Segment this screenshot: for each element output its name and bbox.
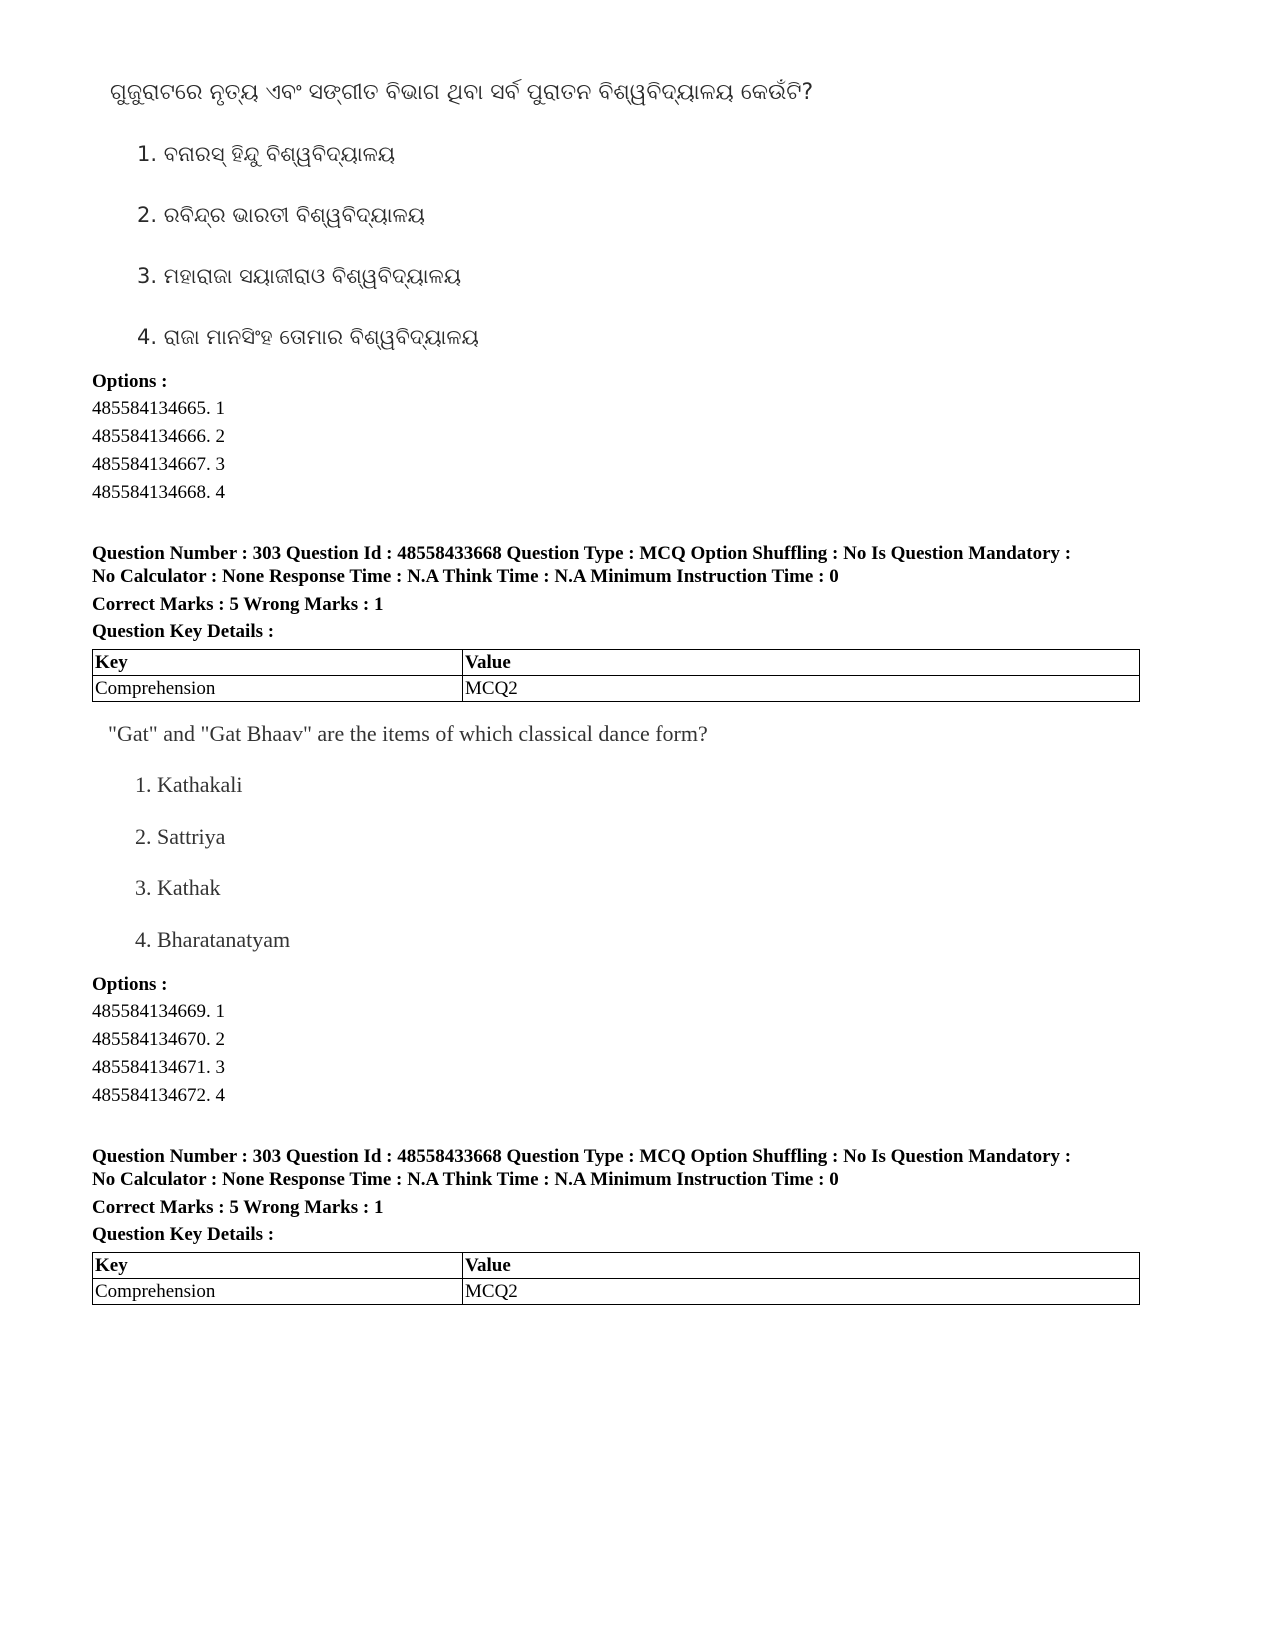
- options-label: Options :: [92, 974, 168, 995]
- table-cell-key: Comprehension: [93, 676, 463, 702]
- key-details-label: Question Key Details :: [92, 1224, 275, 1245]
- option-item: 485584134666. 2: [92, 426, 225, 447]
- option-item: 485584134670. 2: [92, 1029, 225, 1050]
- marks-line: Correct Marks : 5 Wrong Marks : 1: [92, 594, 384, 615]
- question-choice: 1. Kathakali: [135, 772, 243, 797]
- table-header-key: Key: [93, 650, 463, 676]
- table-cell-value: MCQ2: [463, 676, 1140, 702]
- table-row: [93, 676, 1140, 702]
- table-cell-key: Comprehension: [93, 1279, 463, 1305]
- question-choice: 2. Sattriya: [135, 824, 226, 849]
- question-text: "Gat" and "Gat Bhaav" are the items of which classical dance form?: [108, 721, 708, 746]
- key-value-table: [92, 1252, 1140, 1305]
- key-details-label: Question Key Details :: [92, 621, 275, 642]
- question-meta-line: Question Number : 303 Question Id : 48558433668 Question Type : MCQ Option Shuffling : No Is Question Mandatory :: [92, 1146, 1072, 1167]
- question-meta-line: No Calculator : None Response Time : N.A Think Time : N.A Minimum Instruction Time : 0: [92, 1169, 839, 1190]
- question-choice: 3. Kathak: [135, 875, 221, 900]
- table-header-key: Key: [93, 1253, 463, 1279]
- question-meta-line: Question Number : 303 Question Id : 48558433668 Question Type : MCQ Option Shuffling : No Is Question Mandatory :: [92, 543, 1072, 564]
- question-choice: 2. ରବିନ୍ଦ୍ର ଭାରତୀ ବିଶ୍ୱବିଦ୍ୟାଳୟ: [137, 203, 426, 227]
- marks-line: Correct Marks : 5 Wrong Marks : 1: [92, 1197, 384, 1218]
- key-value-table: [92, 649, 1140, 702]
- question-meta-line: No Calculator : None Response Time : N.A Think Time : N.A Minimum Instruction Time : 0: [92, 566, 839, 587]
- table-header-row: [93, 1253, 1140, 1279]
- question-choice: 3. ମହାରାଜା ସୟାଜୀରାଓ ବିଶ୍ୱବିଦ୍ୟାଳୟ: [137, 264, 462, 288]
- table-cell-value: MCQ2: [463, 1279, 1140, 1305]
- option-item: 485584134667. 3: [92, 454, 225, 475]
- table-header-value: Value: [463, 1253, 1140, 1279]
- question-choice: 1. ବନାରସ୍ ହିନ୍ଦୁ ବିଶ୍ୱବିଦ୍ୟାଳୟ: [137, 142, 396, 166]
- option-item: 485584134672. 4: [92, 1085, 225, 1106]
- option-item: 485584134668. 4: [92, 482, 225, 503]
- table-header-value: Value: [463, 650, 1140, 676]
- question-text: ଗୁଜୁରାଟରେ ନୃତ୍ୟ ଏବଂ ସଙ୍ଗୀତ ବିଭାଗ ଥିବା ସର୍ବ ପୁରାତନ ବିଶ୍ୱବିଦ୍ୟାଳୟ କେଉଁଟି?: [110, 80, 814, 105]
- table-header-row: [93, 650, 1140, 676]
- option-item: 485584134669. 1: [92, 1001, 225, 1022]
- question-choice: 4. ରାଜା ମାନସିଂହ ତୋମାର ବିଶ୍ୱବିଦ୍ୟାଳୟ: [137, 325, 479, 349]
- question-choice: 4. Bharatanatyam: [135, 927, 291, 952]
- option-item: 485584134665. 1: [92, 398, 225, 419]
- options-label: Options :: [92, 371, 168, 392]
- table-row: [93, 1279, 1140, 1305]
- option-item: 485584134671. 3: [92, 1057, 225, 1078]
